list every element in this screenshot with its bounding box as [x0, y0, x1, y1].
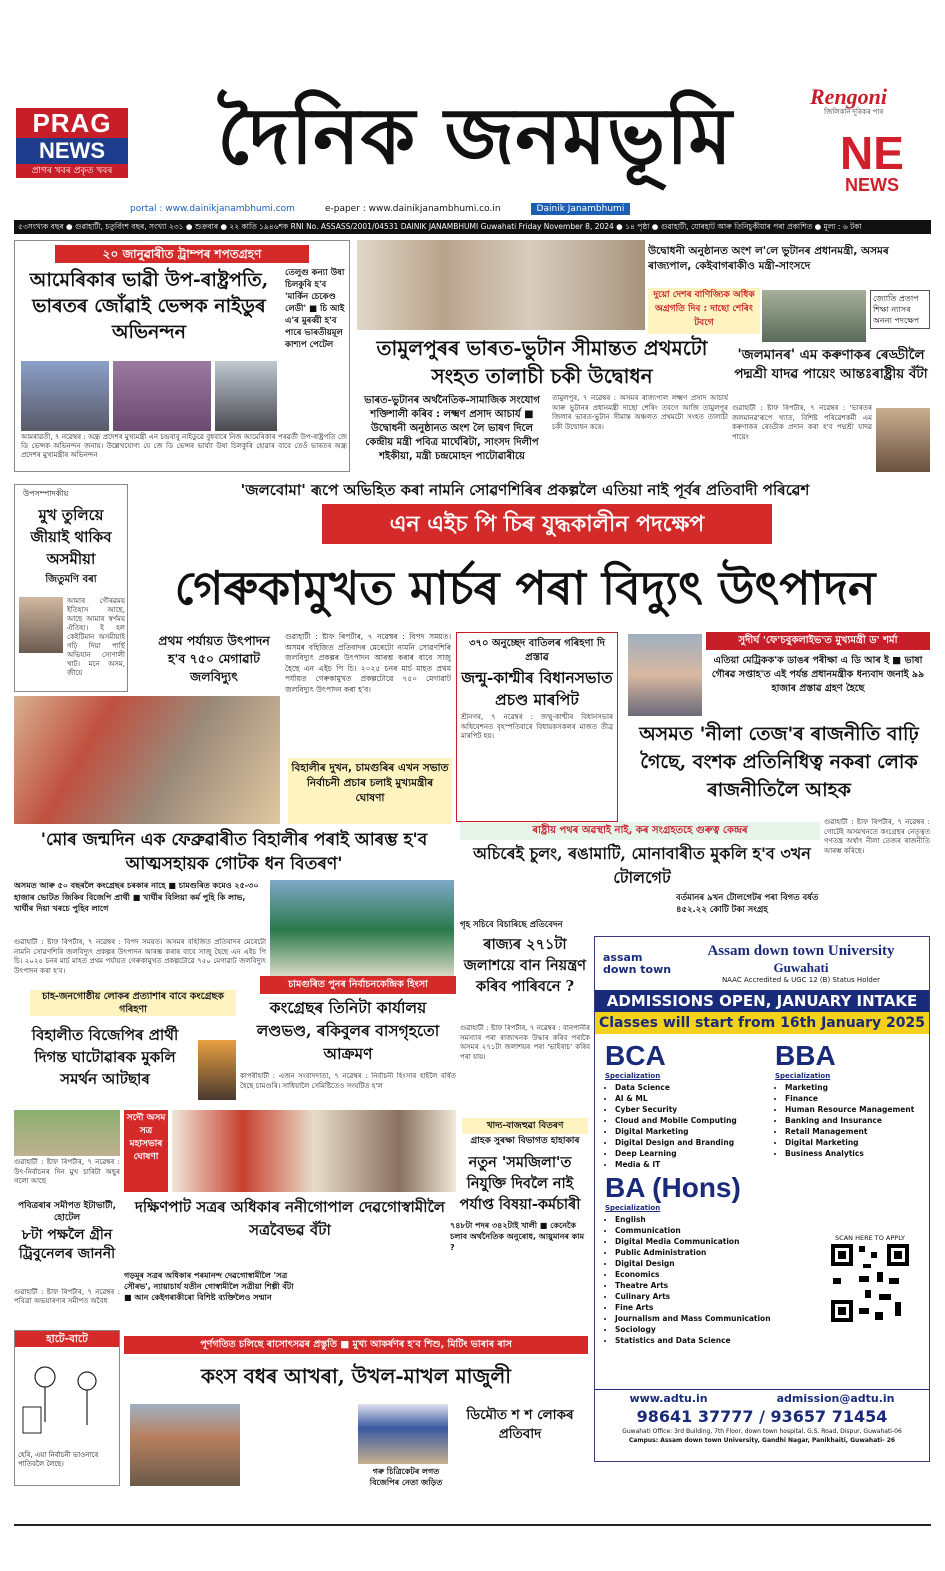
adtu-accred: NAAC Accredited & UGC 12 (B) Status Holder	[721, 976, 881, 984]
ba-list	[605, 1214, 821, 1346]
usha-photo	[113, 361, 211, 431]
flood-headline: ৰাজ্যৰ ২৭১টা জলাশয়ে বান নিয়ন্ত্ৰণ কৰিব পাৰিবনে ?	[463, 936, 587, 995]
patel-photo	[215, 361, 277, 431]
specialization-item: • Business Analytics	[785, 1148, 919, 1159]
specialization-item: • Journalism and Mass Communication	[615, 1313, 821, 1324]
reddy-photo	[876, 408, 930, 472]
road-kicker: ৰাষ্ট্ৰীয় পথৰ অৱস্থাই নাই, কৰ সংগ্ৰহতহে গুৰুত্ব কেন্দ্ৰৰ	[460, 822, 820, 840]
cm-headline: অসমত 'নীলা তেজ'ৰ ৰাজনীতি বাঢ়ি গৈছে, বংশক প্ৰতিনিধিত্ব নকৰা লোক ৰাজনীতিলৈ আহক	[639, 723, 919, 801]
specialization-item: • Digital Media Communication	[615, 1236, 821, 1247]
article370-kicker: ৩৭০ অনুচ্ছেদ বাতিলৰ গৰিহণা দি প্ৰস্তাৱ	[468, 638, 606, 663]
specialization-item: • Digital Marketing	[785, 1137, 919, 1148]
vance-story	[14, 240, 350, 472]
congress-body: কাপৰীহাটী : এজন সংবাদদাতা, ৭ নৱেম্বৰ : নিৰ্বাচনী হিংসাৰ হাইলৈ বৰ্ষিত হৈছে চামগুৰি। সাধিয়ালৈ সেমিষ্টিতেও সংঘটিত হ'ল	[240, 1072, 456, 1090]
chamgurhi-kicker: চামগুৰিত পুনৰ নিৰ্বাচনকেন্দ্ৰিক হিংসা	[260, 976, 456, 994]
food-headline: নতুন 'সমজিলা'ত নিযুক্তি দিবলৈ নাই পৰ্যাপ্ত বিষয়া-কৰ্মচাৰী	[459, 1154, 581, 1213]
bca-title: BCA	[605, 1040, 666, 1071]
story-headline: আমেৰিকাৰ ভাৱী উপ-ৰাষ্ট্ৰপতি, ভাৰতৰ জোঁৱাই ভেন্সক নাইডুৰ অভিনন্দন	[29, 269, 269, 343]
birthday-headline: 'মোৰ জন্মদিন এক ফেব্ৰুৱাৰীত বিহালীৰ পৰাই আৰম্ভ হ'ব আত্মসহায়ক গোটক ধন বিতৰণ'	[40, 830, 428, 874]
majuli-photo	[130, 1404, 240, 1486]
majuli-headline: কংস বধৰ আখৰা, উখল-মাখল মাজুলী	[200, 1364, 512, 1388]
bihali-box: বিহালীৰ দুখন, চামগুৰিৰ এখন সভাত নিৰ্বাচনী প্ৰচাৰ চলাই মুখ্যমন্ত্ৰীৰ ঘোষণা	[288, 758, 452, 824]
portal-link[interactable]: portal : www.dainikjanambhumi.com	[130, 204, 295, 214]
classes-banner: Classes will start from 16th January 2025	[595, 1012, 929, 1034]
specialization-item: • Sociology	[615, 1324, 821, 1335]
specialization-item: • Economics	[615, 1269, 821, 1280]
column-box	[14, 484, 128, 692]
green-headline: ৮টা পক্ষলৈ গ্ৰীন ট্ৰিবুনেলৰ জাননী	[18, 1227, 116, 1262]
specialization-item: • Culinary Arts	[615, 1291, 821, 1302]
jyoti-tag: জ্যোতি প্ৰতাপ শিক্ষা ন্যাসৰ অনন্য পদক্ষেপ	[870, 290, 930, 329]
flood-kicker: গৃহ সচিবে বিচাৰিছে প্ৰতিবেদন	[460, 920, 563, 930]
rally-photo	[14, 696, 280, 824]
birthday-sub: অসমত আৰু ৫০ বছৰলৈ কংগ্ৰেছৰ চৰকাৰ নাহে ■ চামগুৰিত কমেও ২৫-৩০ হাজাৰ ভোটত জিকিব বিজেপি প্ৰাৰ্থী ■ খাৰ্ঘীৰ বিলিয়া কৰ্ম পুহি কি লাভ, খাৰ্ঘীৰ দিয়া খৰচে পুহিব লাগে	[14, 881, 259, 913]
specialization-item: • Cyber Security	[615, 1104, 775, 1115]
ne-news-logo: NE NEWS	[840, 130, 904, 195]
specialization-item: • Retail Management	[785, 1126, 919, 1137]
specialization-item: • Public Administration	[615, 1247, 821, 1258]
campus-address: Campus: Assam down town University, Gandhi Nagar, Panikhaiti, Guwahati- 26	[628, 1437, 896, 1444]
bihali-photo	[270, 880, 454, 980]
specialization-item: • Deep Learning	[615, 1148, 775, 1159]
specialization-item: • Digital Design and Branding	[615, 1137, 775, 1148]
column-headline: মুখ তুলিয়ে জীয়াই থাকিব অসমীয়া	[30, 506, 112, 568]
specialization-item: • Human Resource Management	[785, 1104, 919, 1115]
adtu-advertisement[interactable]	[594, 936, 930, 1462]
specialization-item: • Statistics and Data Science	[615, 1335, 821, 1346]
article370-body: শ্ৰীনগৰ, ৭ নৱেম্বৰ : জম্মু-কাশ্মীৰ বিধানসভাৰ অধিবেশনত বৃহস্পতিবাৰে বিধায়কসকলৰ মাজত তীব্ৰ মাৰপিট হয়।	[461, 713, 613, 740]
dimow-caption: গৰু চিত্ৰিকেটৰ লগত বিজেপিৰ নেতা জড়িত	[369, 1467, 443, 1487]
adtu-logo: assam down town	[603, 950, 672, 976]
author-photo	[19, 597, 63, 653]
adtu-name: Assam down town University	[707, 943, 895, 959]
bhutan-sub: ভাৰত-ভুটানৰ অৰ্থনৈতিক-সামাজিক সংযোগ শক্তিশালী কৰিব : লক্ষ্মণ প্ৰসাদ আচাৰ্য ■ উদ্বোধনী অনুষ্ঠানত অংশ লৈ ভাষণ দিলে কেন্দ্ৰীয় মন্ত্ৰী পবিত্ৰ মাৰ্ঘেৰিটা, সাংসদ দিলীপ শইকীয়া, মন্ত্ৰী চন্দ্ৰমোহন পাটোৱাৰীয়ে	[364, 395, 540, 462]
food-aside: ৭৪৮টা পদৰ ৩৪২টাই খালী ■ কেনেকৈ চলাব অৰ্থনৈতিক অনুৰোধ, আয়ুমানৰ কাম ?	[450, 1221, 585, 1252]
majuli-kicker: পূৰ্ণগতিত চলিছে ৰাসোৎসৱৰ প্ৰস্তুতি ■ মুখ্য আকৰ্ষণৰ হ'ব শিশু, মিটিং ভাৰাৰ ৰাস	[124, 1336, 588, 1354]
specialization-item: • Communication	[615, 1225, 821, 1236]
bba-spec: Specialization	[775, 1072, 831, 1080]
newspaper-title: দৈনিক জনমভূমি	[217, 91, 733, 182]
hydro-lead: প্ৰথম পৰ্যায়ত উৎপাদন হ'ব ৭৫০ মেগাৱাট জলবিদ্যুৎ	[158, 633, 270, 684]
cm-photo	[628, 634, 702, 716]
email-link[interactable]: admission@adtu.in	[776, 1392, 895, 1405]
column-body: আমাৰ গৌৰৱময় ইতিহাস আছে, আছে আমাৰ স্বৰ্ণময় ঐতিহ্য। ই হল কেইটিমান অসমীয়াই গঢ়ি দিয়া পাৰ্ছি অভিযান সোণালী খাট। মনে অসম, জীয়ে	[67, 597, 125, 677]
jalmanab-body: গুৱাহাটী : ষ্টাফ ৰিপৰ্টাৰ, ৭ নৱেম্বৰ : 'ভাৰতৰ জলমানৱ'ৰূপে খ্যাত, বিশিষ্ট পৰিৱেশকৰ্মী এম কৰুণাকৰ ৰেড্ডীক প্ৰদান কৰা হ'ব পদ্মশ্ৰী যাদৱ পায়েং	[732, 404, 872, 441]
portal-bar	[130, 200, 830, 218]
hydro-body: গুৱাহাটী : ষ্টাফ ৰিপৰ্টাৰ, ৭ নৱেম্বৰ : বিপদ সময়ত। অসমৰ বহিজিত প্ৰতিবাদৰ মেৰেটো নামনি সোৱণশিৰি জলবিদ্যুৎ প্ৰকল্পৰ উৎপাদন আৰম্ভ কৰাৰ বাবে সাজু হৈছে এন এইচ পি চি। ২০২৫ চনৰ মাৰ্চ মাহত প্ৰথম পৰ্যায়ত গেৰুকামুখত প্ৰকল্পটোৱে ৭৫০ মেগাৱাট জলবিদ্যুৎ উৎপাদন কৰা হ'ব।	[285, 632, 451, 694]
column-label: উপসম্পাদকীয়	[23, 489, 69, 498]
cm-kicker: সুদীৰ্ঘ 'ফে'চবুকলাইভ'ত মুখ্যমন্ত্ৰী ড' শৰ্মা	[706, 632, 930, 650]
food-kicker: খাদ্য-বাজহুৱা বিতৰণ	[462, 1118, 588, 1134]
congress-headline: কংগ্ৰেছৰ তিনিটা কাৰ্যালয় লণ্ডভণ্ড, ৰকিবুলৰ বাসগৃহতো আক্ৰমণ	[256, 998, 440, 1063]
vance-photo	[21, 361, 109, 431]
rengoni-logo: Rengoni জিলিকনি দূৰিকৰ পাৰ	[810, 84, 888, 116]
jyoti-photo	[762, 290, 866, 342]
specialization-item: • Marketing	[785, 1082, 919, 1093]
prag-news-logo	[16, 108, 128, 188]
page-bottom-rule	[14, 1524, 931, 1526]
specialization-item: • Theatre Arts	[615, 1280, 821, 1291]
web-link[interactable]: www.adtu.in	[629, 1392, 708, 1405]
story-side: তেলুগু কন্যা উষা চিলকুৰি হ'ব 'মাৰ্কিন চেকেণ্ড লেডী' ■ চি আই এ'ৰ মুৰব্বী হ'ব পাৰে ভাৰতীয়মূল কাশ্যপ পেটেল	[285, 268, 345, 350]
cartoon-kicker: হাটে-বাটে	[15, 1331, 119, 1347]
green-photo	[14, 1110, 120, 1156]
specialization-item: • Digital Marketing	[615, 1126, 775, 1137]
cartoon-caption: হেৰি, এয়া নিৰ্বাচনী ভাওনাৰে পাতিবলৈ লৈছে।	[18, 1451, 99, 1468]
trade-tag: দুয়ো দেশৰ বাণিজ্যিক অধিক অগ্ৰগতি দিব : দাছো শেৰিং টবগে	[648, 288, 760, 334]
bhutan-headline: তামুলপুৰৰ ভাৰত-ভুটান সীমান্তত প্ৰথমটো সংহত তালাচী চকী উদ্বোধন	[376, 336, 708, 388]
bhutan-right-headline: উদ্বোধনী অনুষ্ঠানত অংশ ল'লে ভুটানৰ প্ৰধানমন্ত্ৰী, অসমৰ ৰাজ্যপাল, কেইবাগৰাকীও মন্ত্ৰী-সাংসদে	[648, 245, 889, 272]
scan-label: SCAN HERE TO APPLY	[835, 1234, 905, 1242]
story-kicker: ২০ জানুৱাৰীত ট্ৰাম্পৰ শপতগ্ৰহণ	[55, 245, 309, 263]
facebook-link[interactable]: Dainik Janambhumi	[531, 203, 631, 215]
specialization-item: • Data Science	[615, 1082, 775, 1093]
date-info-bar: ৫৩সংখ্যক বছৰ ● গুৱাহাটী, চতুৰ্বিংশ বছৰ, সংখ্যা ২৩১ ● শুক্ৰবাৰ ● ২২ কাতি ১৯৪৬শক RNI No. ASSASS/2001/04531 DAINIK JANAMBHUMI Guwahati Friday November 8, 2024 ● ১৪ পৃষ্ঠা ● গুৱাহাটী, যোৰহাট আৰু তিনিচুকীয়াৰ পৰা প্ৰকাশিত ● মূল্য : ৬ টকা	[14, 220, 931, 234]
main-headline: গেৰুকামুখত মাৰ্চৰ পৰা বিদ্যুৎ উৎপাদন	[174, 561, 876, 615]
banner-line: 'জলবোমা' ৰূপে অভিহিত কৰা নামনি সোৱণশিৰিৰ প্ৰকল্পলৈ এতিয়া নাই পূৰ্বৰ প্ৰতিবাদী পৰিৱেশ	[240, 481, 810, 499]
bca-list	[605, 1082, 775, 1170]
article370-box	[456, 632, 618, 822]
cartoon-box	[14, 1330, 120, 1486]
story-body: আমৰাৱতী, ৭ নৱেম্বৰ : অন্ধ্ৰ প্ৰদেশৰ মুখ্যমন্ত্ৰী এন চন্দ্ৰবাবু নাইডুৱে বুধবাৰে নিজ আমেৰিকাৰ পৰৱৰ্তী উপ-ৰাষ্ট্ৰপতি জে ডি ভেন্সক অভিনন্দন জনায়। উল্লেখযোগ্য যে জে ডি ভেন্সৰ ভাৰ্য্যা উষা চিলকুৰি হোৱাৰ বাবে তেওঁ ভাৰতৰ অন্ধ্ৰ প্ৰদেশৰ মুখ্যমন্ত্ৰীৰ অভিনন্দন	[21, 433, 347, 459]
green-body2: গুৱাহাটী : ষ্টাফ ৰিপৰ্টাৰ, ৭ নৱেম্বৰ : পবিত্ৰা অভয়াৰণ্যৰ সমীপত অবৈধ	[14, 1288, 120, 1305]
flood-body: গুৱাহাটী : ষ্টাফ ৰিপৰ্টাৰ, ৭ নৱেম্বৰ : বানপানীৰ সমস্যাৰ পৰা ৰাজ্যখনক উদ্ধাৰ কৰিব পৰাকৈ অসমৰ ২৭১টা জলাশয়ৰ পৰা 'ভাইৰাচ' কৰিব পৰা যায়।	[460, 1024, 590, 1061]
specialization-item: • Finance	[785, 1093, 919, 1104]
specialization-item: • Banking and Insurance	[785, 1115, 919, 1126]
tea-kicker: চাহ-জনগোষ্ঠীয় লোকৰ প্ৰত্যাশাৰ বাবে কংগ্ৰেছক গৰিহণা	[30, 990, 236, 1016]
specialization-item: • Media & IT	[615, 1159, 775, 1170]
epaper-link[interactable]: e-paper : www.dainikjanambhumi.co.in	[324, 204, 501, 214]
satra-body: গড়মূৰ সত্ৰৰ অধিকাৰ পৰমানন্দ দেৱগোস্বামীলৈ 'সত্ৰ সৌৰভ', ন্যায়াচাৰ্য যতীন গোস্বামীলৈ সত্ৰীয়া শিল্পী বঁটা ■ আন কেইগৰাকীৰো বিশিষ্ট ব্যক্তিলৈও সন্মান	[124, 1271, 294, 1302]
column-author: জিতুমণি বৰা	[45, 574, 97, 585]
road-headline: অচিৰেই চুলং, ৰঙামাটি, মোনাবাৰীত মুকলি হ'ব ৩খন টোলগেট	[473, 844, 811, 887]
cartoon-drawing	[15, 1347, 119, 1447]
food-sub: গ্ৰাহক সুৰক্ষা বিভাগত হাহাকাৰ	[470, 1136, 580, 1146]
satra-photo	[172, 1110, 456, 1192]
admissions-banner: ADMISSIONS OPEN, JANUARY INTAKE	[595, 990, 929, 1012]
bhutan-photo	[357, 240, 645, 330]
office-address: Guwahati Office: 3rd Building, 7th Floor, down town hospital, G.S. Road, Dispur, Guwahati-06	[622, 1428, 902, 1435]
adtu-city: Guwahati	[773, 960, 829, 975]
cm-sub: এতিয়া মেট্ৰিকক'ক ডাঙৰ পৰীক্ষা এ ডি আৰ ই ■ ভাষা গৌৰৱ সপ্তাহ'ত এই পৰ্যন্ত প্ৰধানমন্ত্ৰীক ধন্যবাদ জনাই ৯৯ হাজাৰ প্ৰস্তাৱ গ্ৰহণ হৈছে	[711, 655, 925, 694]
qr-code-icon[interactable]	[829, 1242, 911, 1324]
ba-title: BA (Hons)	[605, 1172, 741, 1203]
green-kicker: পবিত্ৰৰাৰ সমীপত ইটাভাটী, হোটেল	[17, 1201, 117, 1223]
specialization-item: • Digital Design	[615, 1258, 821, 1269]
article370-headline: জন্মু-কাশ্মীৰ বিধানসভাত প্ৰচণ্ড মাৰপিট	[461, 668, 613, 709]
birthday-body: গুৱাহাটী : ষ্টাফ ৰিপৰ্টাৰ, ৭ নৱেম্বৰ : বিপদ সময়ত। অসমৰ বহিজিত প্ৰতিবাদৰ মেৰেটো নামনি সোৱণশিৰি জলবিদ্যুৎ প্ৰকল্পৰ উৎপাদন আৰম্ভ কৰাৰ বাবে সাজু হৈছে এন এইচ পি চি। ২০২৫ চনৰ মাৰ্চ মাহত প্ৰথম পৰ্যায়ত গেৰুকামুখত প্ৰকল্পটোৱে ৭৫০ মেগাৱাট জলবিদ্যুৎ উৎপাদন কৰা হ'ব।	[14, 938, 266, 975]
dimow-headline: ডিমৌত শ শ লোকৰ প্ৰতিবাদ	[466, 1407, 574, 1442]
ghatowar-photo	[198, 1040, 236, 1100]
specialization-item: • AI & ML	[615, 1093, 775, 1104]
prag-text: PRAG	[16, 108, 128, 138]
cm-body: গুৱাহাটী : ষ্টাফ ৰিপৰ্টাৰ, ৭ নৱেম্বৰ : গোটেই অসমখনতে কংগ্ৰেছৰ নেতৃত্বত গণতন্ত্ৰ অৰ্থাৎ নীলা তেজৰ ৰাজনীতি আৰম্ভ কৰিছে।	[824, 818, 930, 855]
prag-tagline: প্ৰাগৰ খবৰ প্ৰকৃত খবৰ	[16, 164, 128, 178]
road-aside: বৰ্তমানৰ ৯খন টোলগেটৰ পৰা বিগত বৰ্ষত ৪৫২.২২ কোটি টকা সংগ্ৰহ	[676, 893, 819, 915]
green-body: গুৱাহাটী : ষ্টাফ ৰিপৰ্টাৰ, ৭ নৱেম্বৰ : উৎ-নিৰ্বাচনৰ দিন মুখ চাৰিটা অছুৰ গলো আছে	[14, 1158, 120, 1185]
bba-title: BBA	[775, 1040, 836, 1071]
bca-spec: Specialization	[605, 1072, 661, 1080]
specialization-item: • English	[615, 1214, 821, 1225]
satra-headline: দক্ষিণপাট সত্ৰৰ অধিকাৰ ননীগোপাল দেৱগোস্বামীলৈ সত্ৰবৈভৱ বঁটা	[135, 1198, 445, 1239]
bba-list	[775, 1082, 919, 1159]
ba-spec: Specialization	[605, 1204, 661, 1212]
phone-number[interactable]: 98641 37777 / 93657 71454	[636, 1407, 888, 1426]
bhutan-body: তামুলপুৰ, ৭ নৱেম্বৰ : অসমৰ ৰাজ্যপাল লক্ষ্মণ প্ৰসাদ আচাৰ্য আৰু ভুটানৰ প্ৰধানমন্ত্ৰী দাছো শেৰিং তবগে আজি তামুলপুৰ জিলাৰ ভাৰত-ভুটান সীমান্ত অঞ্চলত প্ৰথমটো সংহত তালাচী চকী উদ্বোধন কৰে।	[552, 394, 728, 431]
news-text: NEWS	[16, 138, 128, 164]
banner-red: এন এইচ পি চিৰ যুদ্ধকালীন পদক্ষেপ	[322, 504, 772, 544]
jalmanab-headline: 'জলমানৰ' এম কৰুণাকৰ ৰেড্ডীলৈ পদ্মশ্ৰী যাদৱ পায়েং আন্তঃৰাষ্ট্ৰীয় বঁটা	[734, 347, 928, 382]
satra-tag: সদৌ অসম সত্ৰ মহাসভাৰ ঘোষণা	[124, 1110, 168, 1192]
specialization-item: • Cloud and Mobile Computing	[615, 1115, 775, 1126]
tea-headline: বিহালীত বিজেপিৰ প্ৰাৰ্থী দিগন্ত ঘাটোৱাৰক মুকলি সমৰ্থন আটছাৰ	[31, 1026, 179, 1088]
specialization-item: • Fine Arts	[615, 1302, 821, 1313]
dimow-photo	[358, 1404, 448, 1464]
